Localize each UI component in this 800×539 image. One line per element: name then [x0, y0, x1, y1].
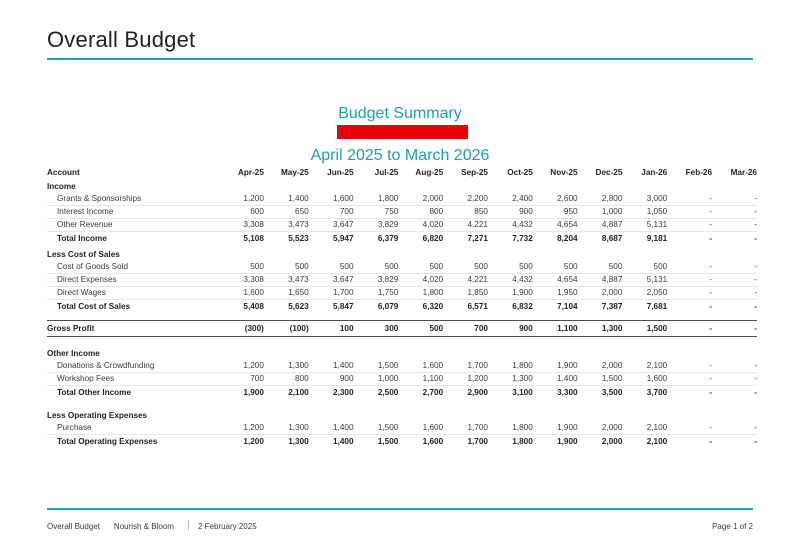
cell-jul-25: 3,829	[354, 219, 399, 232]
cell-oct-25: 900	[488, 321, 533, 337]
cell-nov-25: 1,900	[533, 422, 578, 435]
cell-apr-25: 500	[219, 261, 264, 274]
table-total-row	[47, 232, 757, 246]
cell-may-25: 1,400	[264, 193, 309, 206]
cell-jun-25: 5,947	[309, 232, 354, 246]
cell-aug-25: 4,020	[398, 274, 443, 287]
footer-rule	[47, 508, 753, 510]
cell-jul-25: 500	[354, 261, 399, 274]
cell-dec-25: 2,800	[578, 193, 623, 206]
cell-feb-26: -	[667, 300, 712, 314]
cell-sep-25: 1,850	[443, 287, 488, 300]
cell-jul-25: 1,500	[354, 360, 399, 373]
cell-may-25: 1,300	[264, 435, 309, 449]
cell-apr-25: (300)	[219, 321, 264, 337]
cell-jan-26: 3,000	[622, 193, 667, 206]
cell-oct-25: 1,800	[488, 435, 533, 449]
table-body	[47, 177, 757, 448]
table-row	[47, 287, 757, 300]
column-header-may-25: May-25	[280, 168, 309, 177]
cell-mar-26: -	[712, 274, 757, 287]
cell-jun-25: 700	[309, 206, 354, 219]
cell-apr-25: 1,200	[219, 435, 264, 449]
cell-apr-25: 600	[219, 206, 264, 219]
cell-jan-26: 7,681	[622, 300, 667, 314]
cell-mar-26: -	[712, 386, 757, 400]
column-header-oct-25: Oct-25	[507, 168, 533, 177]
cell-aug-25: 2,000	[398, 193, 443, 206]
table-row	[47, 206, 757, 219]
column-header-jul-25: Jul-25	[374, 168, 399, 177]
cell-jun-25: 1,400	[309, 360, 354, 373]
cell-dec-25: 1,000	[578, 206, 623, 219]
cell-aug-25: 800	[398, 206, 443, 219]
cell-jan-26: 2,100	[622, 422, 667, 435]
cell-jan-26: 5,131	[622, 274, 667, 287]
cell-sep-25: 700	[443, 321, 488, 337]
cell-nov-25: 3,300	[533, 386, 578, 400]
column-header-dec-25: Dec-25	[595, 168, 623, 177]
cell-feb-26: -	[667, 232, 712, 246]
row-label: Total Operating Expenses	[47, 435, 219, 449]
cell-oct-25: 4,432	[488, 274, 533, 287]
spacer-cell	[47, 399, 757, 406]
column-header-jan-26: Jan-26	[641, 168, 668, 177]
cell-mar-26: -	[712, 435, 757, 449]
spacer-cell	[47, 337, 757, 345]
cell-oct-25: 1,800	[488, 422, 533, 435]
redaction-bar	[337, 125, 468, 139]
cell-may-25: 3,473	[264, 274, 309, 287]
row-label: Total Income	[47, 232, 219, 246]
cell-jan-26: 3,700	[622, 386, 667, 400]
cell-oct-25: 4,432	[488, 219, 533, 232]
cell-jan-26: 5,131	[622, 219, 667, 232]
cell-dec-25: 7,387	[578, 300, 623, 314]
table-total-row	[47, 386, 757, 400]
column-header-apr-25: Apr-25	[237, 168, 264, 177]
cell-nov-25: 1,900	[533, 360, 578, 373]
cell-feb-26: -	[667, 261, 712, 274]
footer-page-number: Page 1 of 2	[712, 522, 753, 531]
cell-jul-25: 1,500	[354, 422, 399, 435]
column-header-jun-25: Jun-25	[327, 168, 354, 177]
cell-nov-25: 1,400	[533, 373, 578, 386]
budget-table	[47, 168, 757, 448]
cell-nov-25: 1,900	[533, 435, 578, 449]
cell-feb-26: -	[667, 360, 712, 373]
cell-sep-25: 2,900	[443, 386, 488, 400]
cell-aug-25: 2,700	[398, 386, 443, 400]
cell-nov-25: 950	[533, 206, 578, 219]
row-label: Grants & Sponsorships	[47, 193, 219, 206]
cell-may-25: 5,523	[264, 232, 309, 246]
cell-apr-25: 1,900	[219, 386, 264, 400]
row-label: Cost of Goods Sold	[47, 261, 219, 274]
cell-aug-25: 1,600	[398, 435, 443, 449]
cell-mar-26: -	[712, 422, 757, 435]
cell-jun-25: 1,400	[309, 435, 354, 449]
cell-oct-25: 7,732	[488, 232, 533, 246]
cell-mar-26: -	[712, 219, 757, 232]
table-spacer-row	[47, 337, 757, 345]
cell-nov-25: 7,104	[533, 300, 578, 314]
cell-sep-25: 2,200	[443, 193, 488, 206]
cell-aug-25: 6,320	[398, 300, 443, 314]
cell-jun-25: 1,600	[309, 193, 354, 206]
cell-mar-26: -	[712, 193, 757, 206]
cell-may-25: (100)	[264, 321, 309, 337]
cell-nov-25: 4,654	[533, 274, 578, 287]
cell-oct-25: 500	[488, 261, 533, 274]
cell-jul-25: 6,079	[354, 300, 399, 314]
cell-feb-26: -	[667, 321, 712, 337]
cell-apr-25: 3,308	[219, 274, 264, 287]
table-row	[47, 261, 757, 274]
cell-dec-25: 4,887	[578, 219, 623, 232]
cell-mar-26: -	[712, 300, 757, 314]
cell-mar-26: -	[712, 232, 757, 246]
cell-nov-25: 4,654	[533, 219, 578, 232]
cell-dec-25: 4,887	[578, 274, 623, 287]
cell-nov-25: 1,950	[533, 287, 578, 300]
cell-apr-25: 1,200	[219, 360, 264, 373]
cell-apr-25: 700	[219, 373, 264, 386]
table-row	[47, 422, 757, 435]
cell-dec-25: 1,300	[578, 321, 623, 337]
cell-jan-26: 2,100	[622, 360, 667, 373]
section-title: Less Cost of Sales	[47, 250, 120, 259]
cell-jul-25: 300	[354, 321, 399, 337]
cell-dec-25: 2,000	[578, 360, 623, 373]
page-title: Overall Budget	[47, 27, 196, 52]
cell-oct-25: 1,300	[488, 373, 533, 386]
cell-nov-25: 500	[533, 261, 578, 274]
cell-aug-25: 500	[398, 321, 443, 337]
table-spacer-row	[47, 313, 757, 321]
cell-dec-25: 2,000	[578, 422, 623, 435]
table-row	[47, 274, 757, 287]
cell-jan-26: 9,181	[622, 232, 667, 246]
column-header-mar-26: Mar-26	[730, 168, 757, 177]
cell-sep-25: 1,700	[443, 422, 488, 435]
cell-jun-25: 1,400	[309, 422, 354, 435]
row-label: Donations & Crowdfunding	[47, 360, 219, 373]
cell-jul-25: 1,800	[354, 193, 399, 206]
cell-jul-25: 2,500	[354, 386, 399, 400]
footer-left-group	[47, 520, 271, 531]
row-label: Other Revenue	[47, 219, 219, 232]
cell-oct-25: 1,800	[488, 360, 533, 373]
cell-sep-25: 1,200	[443, 373, 488, 386]
table-row	[47, 373, 757, 386]
cell-dec-25: 500	[578, 261, 623, 274]
cell-sep-25: 1,700	[443, 435, 488, 449]
cell-jan-26: 1,050	[622, 206, 667, 219]
cell-may-25: 3,473	[264, 219, 309, 232]
cell-dec-25: 2,000	[578, 435, 623, 449]
column-header-account: Account	[47, 168, 80, 177]
cell-apr-25: 1,200	[219, 422, 264, 435]
cell-oct-25: 3,100	[488, 386, 533, 400]
cell-may-25: 650	[264, 206, 309, 219]
cell-dec-25: 3,500	[578, 386, 623, 400]
title-underline-rule	[47, 58, 753, 60]
cell-jan-26: 500	[622, 261, 667, 274]
cell-may-25: 5,623	[264, 300, 309, 314]
cell-jun-25: 900	[309, 373, 354, 386]
column-header-nov-25: Nov-25	[550, 168, 578, 177]
section-header-row	[47, 177, 757, 193]
cell-sep-25: 850	[443, 206, 488, 219]
cell-may-25: 500	[264, 261, 309, 274]
cell-feb-26: -	[667, 386, 712, 400]
row-label: Gross Profit	[47, 321, 219, 337]
column-header-aug-25: Aug-25	[415, 168, 444, 177]
page-footer	[47, 520, 753, 531]
table-header-row	[47, 168, 757, 177]
cell-jul-25: 1,750	[354, 287, 399, 300]
cell-aug-25: 4,020	[398, 219, 443, 232]
cell-oct-25: 2,400	[488, 193, 533, 206]
section-header-row	[47, 245, 757, 261]
cell-apr-25: 3,308	[219, 219, 264, 232]
cell-aug-25: 1,600	[398, 360, 443, 373]
cell-jan-26: 2,100	[622, 435, 667, 449]
cell-sep-25: 6,571	[443, 300, 488, 314]
report-heading-summary: Budget Summary	[338, 105, 462, 122]
cell-apr-25: 5,108	[219, 232, 264, 246]
cell-aug-25: 1,800	[398, 287, 443, 300]
cell-feb-26: -	[667, 274, 712, 287]
cell-aug-25: 1,100	[398, 373, 443, 386]
cell-sep-25: 4,221	[443, 219, 488, 232]
table-total-row	[47, 300, 757, 314]
cell-may-25: 2,100	[264, 386, 309, 400]
cell-dec-25: 8,687	[578, 232, 623, 246]
table-total-row	[47, 435, 757, 449]
section-title: Income	[47, 182, 76, 191]
cell-mar-26: -	[712, 373, 757, 386]
footer-company: Nourish & Bloom	[113, 522, 174, 531]
footer-date: 2 February 2025	[197, 522, 257, 531]
cell-feb-26: -	[667, 373, 712, 386]
cell-dec-25: 2,000	[578, 287, 623, 300]
row-label: Total Other Income	[47, 386, 219, 400]
cell-may-25: 1,300	[264, 360, 309, 373]
section-header-row	[47, 344, 757, 360]
cell-mar-26: -	[712, 321, 757, 337]
table-spacer-row	[47, 399, 757, 406]
cell-feb-26: -	[667, 206, 712, 219]
column-header-feb-26: Feb-26	[685, 168, 713, 177]
table-row	[47, 360, 757, 373]
row-label: Direct Wages	[47, 287, 219, 300]
cell-jul-25: 6,379	[354, 232, 399, 246]
cell-oct-25: 900	[488, 206, 533, 219]
cell-mar-26: -	[712, 261, 757, 274]
cell-jul-25: 1,000	[354, 373, 399, 386]
cell-dec-25: 1,500	[578, 373, 623, 386]
row-label: Purchase	[47, 422, 219, 435]
cell-sep-25: 500	[443, 261, 488, 274]
cell-feb-26: -	[667, 193, 712, 206]
cell-may-25: 1,650	[264, 287, 309, 300]
cell-jun-25: 5,847	[309, 300, 354, 314]
cell-mar-26: -	[712, 206, 757, 219]
cell-jun-25: 3,647	[309, 219, 354, 232]
cell-jun-25: 100	[309, 321, 354, 337]
cell-nov-25: 1,100	[533, 321, 578, 337]
row-label: Direct Expenses	[47, 274, 219, 287]
section-header-row	[47, 406, 757, 422]
cell-aug-25: 1,600	[398, 422, 443, 435]
cell-jan-26: 1,500	[622, 321, 667, 337]
budget-table-container	[47, 168, 757, 448]
table-head	[47, 168, 757, 177]
cell-jan-26: 2,050	[622, 287, 667, 300]
cell-nov-25: 2,600	[533, 193, 578, 206]
column-header-sep-25: Sep-25	[461, 168, 488, 177]
cell-jun-25: 3,647	[309, 274, 354, 287]
cell-may-25: 1,300	[264, 422, 309, 435]
table-row	[47, 219, 757, 232]
cell-jun-25: 2,300	[309, 386, 354, 400]
gross-profit-row	[47, 321, 757, 337]
cell-feb-26: -	[667, 422, 712, 435]
row-label: Workshop Fees	[47, 373, 219, 386]
footer-report-name: Overall Budget	[47, 522, 100, 531]
section-title: Less Operating Expenses	[47, 411, 148, 420]
cell-mar-26: -	[712, 360, 757, 373]
cell-feb-26: -	[667, 219, 712, 232]
cell-may-25: 800	[264, 373, 309, 386]
cell-jul-25: 3,829	[354, 274, 399, 287]
cell-sep-25: 4,221	[443, 274, 488, 287]
cell-aug-25: 500	[398, 261, 443, 274]
cell-sep-25: 1,700	[443, 360, 488, 373]
section-title: Other Income	[47, 349, 100, 358]
cell-jan-26: 1,600	[622, 373, 667, 386]
cell-jul-25: 1,500	[354, 435, 399, 449]
footer-divider	[188, 521, 189, 530]
cell-mar-26: -	[712, 287, 757, 300]
cell-feb-26: -	[667, 287, 712, 300]
cell-feb-26: -	[667, 435, 712, 449]
cell-aug-25: 6,820	[398, 232, 443, 246]
cell-jun-25: 500	[309, 261, 354, 274]
cell-apr-25: 1,200	[219, 193, 264, 206]
cell-oct-25: 1,900	[488, 287, 533, 300]
spacer-cell	[47, 313, 757, 321]
cell-oct-25: 6,832	[488, 300, 533, 314]
cell-apr-25: 1,600	[219, 287, 264, 300]
cell-jun-25: 1,700	[309, 287, 354, 300]
cell-apr-25: 5,408	[219, 300, 264, 314]
table-row	[47, 193, 757, 206]
row-label: Total Cost of Sales	[47, 300, 219, 314]
report-heading-period: April 2025 to March 2026	[310, 147, 490, 164]
cell-jul-25: 750	[354, 206, 399, 219]
cell-sep-25: 7,271	[443, 232, 488, 246]
cell-nov-25: 8,204	[533, 232, 578, 246]
row-label: Interest Income	[47, 206, 219, 219]
